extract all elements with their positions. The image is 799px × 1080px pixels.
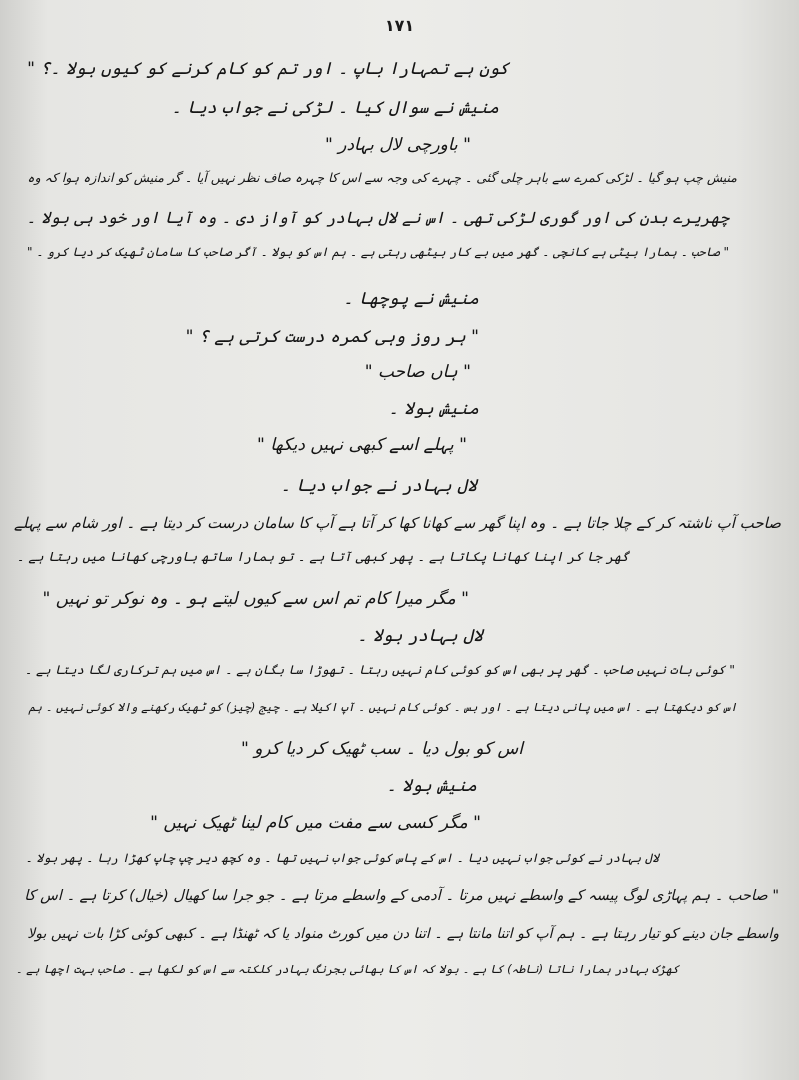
page-number: ۱۷۱ [384, 16, 415, 35]
text-line: " ہر روز وہی کمرہ درست کرتی ہے ؟ " [185, 327, 479, 347]
text-line: " مگر کسی سے مفت میں کام لینا ٹھیک نہیں " [150, 813, 481, 833]
text-line: کھڑک بہادر ہمارا ناتا (ناطہ) کا ہے ۔ بولا کہ اس کا بھائی بجرنگ بہادر کلکتہ سے اس کو لکھا ہے ۔ صاحب بہت اچھا ہے ۔ [15, 962, 679, 976]
text-line: لال بہادر نے کوئی جواب نہیں دیا ۔ اس کے پاس کوئی جواب نہیں تھا ۔ وہ کچھ دیر چپ چاپ کھڑا رہا ۔ پھر بولا ۔ [25, 851, 659, 865]
text-line: لال بہادر بولا ۔ [357, 626, 483, 646]
text-line: " صاحب ۔ ہم پہاڑی لوگ پیسہ کے واسطے نہیں مرتا ۔ آدمی کے واسطے مرتا ہے ۔ جو جرا سا کھیال (خیال) کرتا ہے ۔ اس کا [24, 888, 779, 904]
text-line: چھریرے بدن کی اور گوری لڑکی تھی ۔ اس نے لال بہادر کو آواز دی ۔ وہ آیا اور خود ہی بولا ۔ [26, 208, 729, 227]
text-line: لال بہادر نے جواب دیا ۔ [280, 476, 477, 496]
text-line: اس کو بول دیا ۔ سب ٹھیک کر دیا کرو " [240, 739, 523, 759]
text-line: واسطے جان دینے کو تیار رہتا ہے ۔ ہم آپ کو اتنا مانتا ہے ۔ اتنا دن میں کورٹ منواد یا کہ ٹھنڈا ہے ۔ کبھی کوئی کڑا بات نہیں بولا [27, 926, 779, 942]
text-line: " پہلے اسے کبھی نہیں دیکھا " [257, 435, 467, 455]
text-line: " صاحب ۔ ہمارا بیٹی ہے کانچی ۔ گھر میں بے کار بیٹھی رہتی ہے ۔ ہم اس کو بولا ۔ آگر صاحب کا سامان ٹھیک کر دیا کرو ۔ " [26, 245, 729, 259]
text-line: کون ہے تمہارا باپ ۔ اور تم کو کام کرنے کو کیوں بولا ۔؟ " [27, 59, 509, 79]
text-line: منیش نے سوال کیا ۔ لڑکی نے جواب دیا ۔ [171, 98, 499, 118]
text-line: " مگر میرا کام تم اس سے کیوں لیتے ہو ۔ وہ نوکر تو نہیں " [42, 589, 469, 609]
text-line: منیش بولا ۔ [388, 399, 479, 419]
text-line: اس کو دیکھتا ہے ۔ اس میں پانی دیتا ہے ۔ اور بس ۔ کوئی کام نہیں ۔ آپ اکیلا ہے ۔ چیج (چیز) کو ٹھیک رکھنے والا کوئی نہیں ۔ ہم [28, 700, 737, 714]
text-line: " کوئی بات نہیں صاحب ۔ گھر پر بھی اس کو کوئی کام نہیں رہتا ۔ تھوڑا سا بگان ہے ۔ اس میں ہم ترکاری لگا دیتا ہے ۔ [24, 662, 735, 677]
text-line: " ہاں صاحب " [364, 362, 471, 382]
text-line: " باورچی لال بہادر " [325, 135, 471, 155]
text-line: منیش بولا ۔ [386, 776, 477, 796]
text-line: گھر جا کر اپنا کھانا پکاتا ہے ۔ پھر کبھی آتا ہے ۔ تو ہمارا ساتھ باورچی کھانا میں رہتا ہے ۔ [16, 550, 629, 565]
text-line: منیش نے پوچھا ۔ [343, 289, 479, 309]
text-line: منیش چپ ہو گیا ۔ لڑکی کمرے سے باہر چلی گئی ۔ چہرے کی وجہ سے اس کا چہرہ صاف نظر نہیں آیا ۔ گر منیش کو اندازہ ہوا کہ وہ [27, 170, 737, 185]
text-line: صاحب آپ ناشتہ کر کے چلا جاتا ہے ۔ وہ اپنا گھر سے کھانا کھا کر آتا ہے آپ کا سامان درست کر دیتا ہے ۔ اور شام سے پہلے [14, 514, 781, 532]
